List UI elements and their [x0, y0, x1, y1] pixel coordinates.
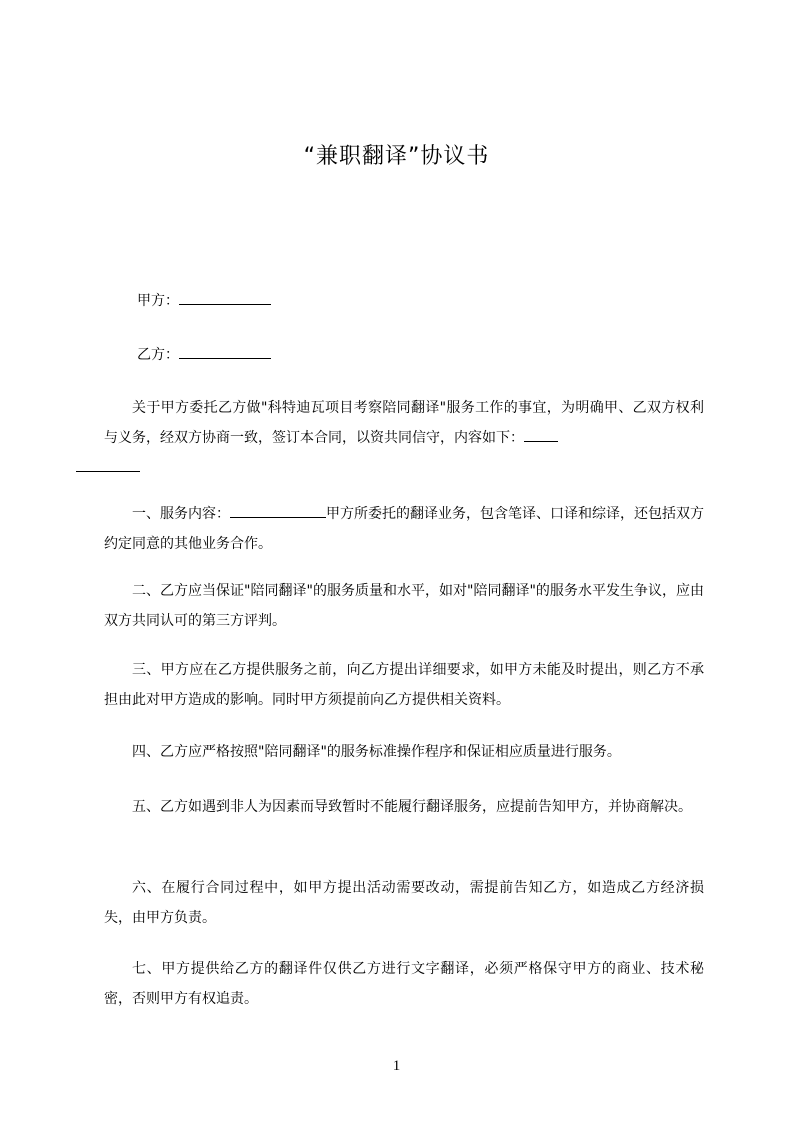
intro-text: 关于甲方委托乙方做"科特迪瓦项目考察陪同翻译"服务工作的事宜，为明确甲、乙双方权利与义务，经双方协商一致，签订本合同，以资共同信守，内容如下：	[104, 400, 704, 446]
clause-6	[104, 873, 704, 933]
clause-3	[104, 655, 704, 715]
intro-blank-2	[76, 457, 140, 472]
clause-7-text: 七、甲方提供给乙方的翻译件仅供乙方进行文字翻译，必须严格保守甲方的商业、技术秘密，否则甲方有权追责。	[104, 961, 704, 1007]
clause-5-text: 五、乙方如遇到非人为因素而导致暂时不能履行翻译服务，应提前告知甲方，并协商解决。	[132, 799, 692, 815]
party-a-line	[137, 290, 271, 311]
clause-2	[104, 576, 704, 636]
document-title: “兼职翻译”协议书	[303, 144, 490, 169]
party-b-label: 乙方：	[137, 347, 179, 363]
clause-7	[104, 954, 704, 1014]
party-b-blank	[179, 344, 271, 359]
party-b-line	[137, 344, 271, 365]
clause-2-text: 二、乙方应当保证"陪同翻译"的服务质量和水平，如对"陪同翻译"的服务水平发生争议，应由双方共同认可的第三方评判。	[104, 583, 704, 629]
page-number: 1	[392, 1058, 401, 1074]
party-a-blank	[179, 290, 271, 305]
clause-3-text: 三、甲方应在乙方提供服务之前，向乙方提出详细要求，如甲方未能及时提出，则乙方不承担由此对甲方造成的影响。同时甲方须提前向乙方提供相关资料。	[104, 662, 704, 708]
clause-1-blank	[230, 503, 326, 518]
clause-1	[104, 499, 704, 559]
clause-6-text: 六、在履行合同过程中，如甲方提出活动需要改动，需提前告知乙方，如造成乙方经济损失，由甲方负责。	[104, 880, 704, 926]
intro-paragraph	[104, 393, 704, 483]
clause-1-prefix: 一、服务内容：	[132, 506, 230, 522]
clause-4	[104, 737, 704, 767]
clause-5	[104, 792, 704, 822]
intro-blank-1	[524, 427, 558, 442]
clause-4-text: 四、乙方应严格按照"陪同翻译"的服务标准操作程序和保证相应质量进行服务。	[132, 744, 621, 760]
clause-1-text: 甲方所委托的翻译业务，包含笔译、口译和综译，还包括双方约定同意的其他业务合作。	[104, 506, 704, 552]
party-a-label: 甲方：	[137, 293, 179, 309]
